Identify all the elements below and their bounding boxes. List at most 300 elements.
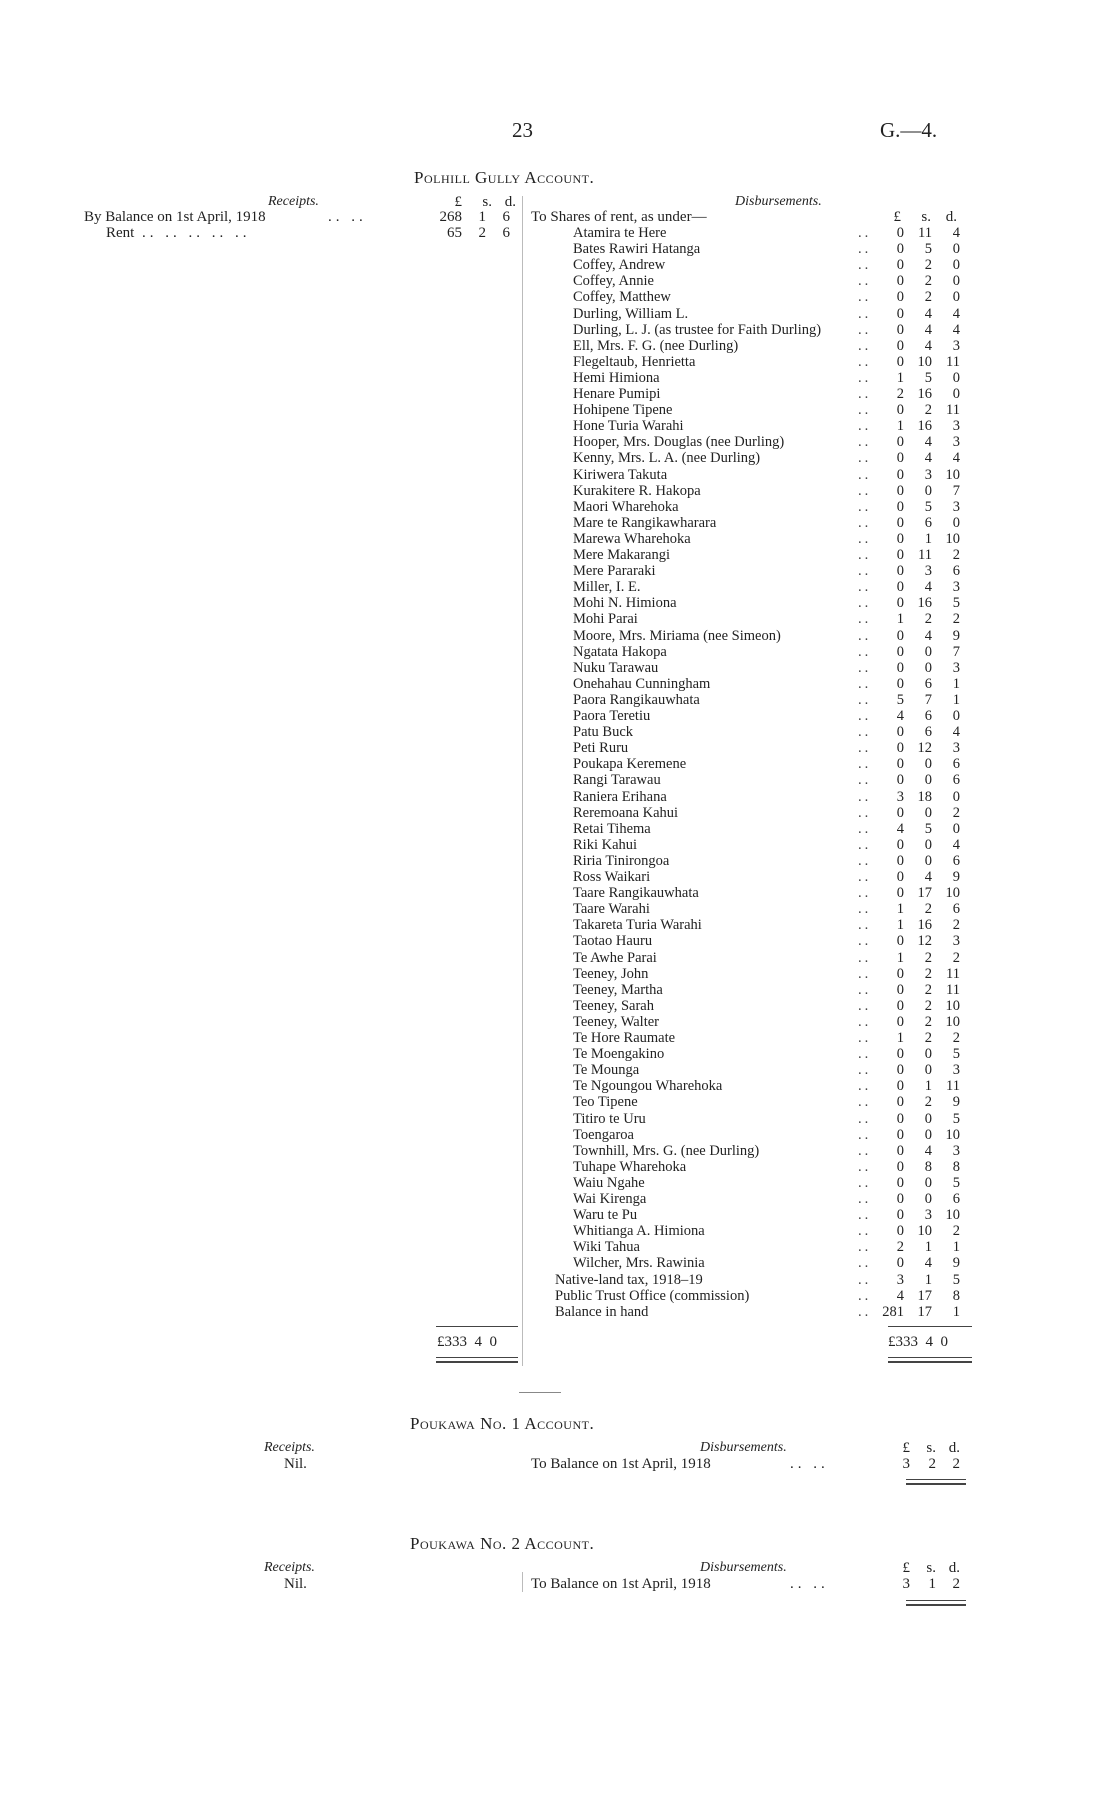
pence-value: 10 xyxy=(945,1207,960,1224)
pence-value: 2 xyxy=(952,804,960,821)
shillings-value: 2 xyxy=(924,949,932,966)
pounds-value: 0 xyxy=(896,450,904,467)
leader-dots: .. xyxy=(858,450,872,467)
disbursement-row xyxy=(573,1175,973,1191)
receipt-balance-dots: .. .. xyxy=(328,209,367,225)
pounds-value: 0 xyxy=(896,482,904,499)
disbursement-row xyxy=(573,354,973,370)
leader-dots: .. xyxy=(858,1303,872,1320)
disbursement-row xyxy=(573,547,973,563)
leader-dots: .. xyxy=(858,869,872,885)
pence-value: 3 xyxy=(952,579,960,596)
pence-value: 2 xyxy=(952,1223,960,1240)
leader-dots: .. xyxy=(858,675,872,692)
pence-value: 4 xyxy=(952,450,960,467)
disbursement-name: Mohi Parai xyxy=(573,611,638,628)
shillings-value: 2 xyxy=(924,1013,932,1030)
poukawa2-disbursements-label: Disbursements. xyxy=(700,1560,787,1575)
disbursement-row xyxy=(573,611,973,627)
disbursement-name: Native-land tax, 1918–19 xyxy=(555,1271,703,1288)
leader-dots: .. xyxy=(858,740,872,757)
shillings-value: 4 xyxy=(924,627,932,644)
shillings-value: 0 xyxy=(924,1046,932,1063)
leader-dots: .. xyxy=(858,1062,872,1079)
pounds-value: 0 xyxy=(896,225,904,241)
poukawa2-double-rule xyxy=(906,1600,966,1606)
disbursement-row xyxy=(573,724,973,740)
polhill-disbursements-label: Disbursements. xyxy=(735,194,822,209)
disbursement-row xyxy=(573,322,973,338)
shillings-value: 2 xyxy=(924,611,932,628)
receipt-balance-label: By Balance on 1st April, 1918 xyxy=(84,209,266,225)
disbursement-row xyxy=(573,805,973,821)
pounds-value: 0 xyxy=(896,241,904,258)
disbursement-row xyxy=(573,756,973,772)
leader-dots: .. xyxy=(858,1207,872,1224)
disbursement-row xyxy=(573,917,973,933)
disbursement-name: Waiu Ngahe xyxy=(573,1174,645,1191)
pence-value: 6 xyxy=(952,901,960,918)
disbursement-row xyxy=(573,579,973,595)
pounds-value: 0 xyxy=(896,981,904,998)
pence-value: 3 xyxy=(952,740,960,757)
shillings-value: 0 xyxy=(924,836,932,853)
pounds-value: 0 xyxy=(896,933,904,950)
disbursement-name: Te Hore Raumate xyxy=(573,1030,676,1046)
receipts-total: £333 4 0 xyxy=(437,1334,497,1350)
leader-dots: .. xyxy=(858,305,872,322)
pence-value: 11 xyxy=(946,981,960,998)
leader-dots: .. xyxy=(858,1030,872,1046)
receipt-rent-label: Rent xyxy=(106,225,135,241)
disbursement-name: Tuhape Wharehoka xyxy=(573,1158,687,1175)
pence-value: 11 xyxy=(946,1078,960,1095)
leader-dots: .. xyxy=(858,466,872,483)
shillings-value: 2 xyxy=(924,273,932,290)
disbursement-row xyxy=(573,418,973,434)
pounds-value: 0 xyxy=(896,1223,904,1240)
pence-value: 5 xyxy=(952,1046,960,1063)
shillings-header: s. xyxy=(482,194,492,210)
polhill-title: Polhill Gully Account. xyxy=(414,168,595,187)
disbursement-name: Durling, William L. xyxy=(573,305,689,322)
disbursement-name: Kurakitere R. Hakopa xyxy=(573,482,701,499)
pounds-value: 0 xyxy=(896,579,904,596)
disbursement-name: Ross Waikari xyxy=(573,869,651,885)
disbursement-row xyxy=(573,273,973,289)
pounds-value: 0 xyxy=(896,965,904,982)
pence-value: 3 xyxy=(952,498,960,515)
pence-value: 0 xyxy=(952,708,960,724)
disbursement-row xyxy=(573,708,973,724)
leader-dots: .. xyxy=(858,1255,872,1272)
shillings-value: 1 xyxy=(924,1239,932,1256)
leader-dots: .. xyxy=(858,820,872,837)
disbursement-name: Poukapa Keremene xyxy=(573,756,687,773)
polhill-receipts-label: Receipts. xyxy=(268,194,319,209)
pence-value: 4 xyxy=(952,225,960,241)
pence-value: 0 xyxy=(952,273,960,290)
disbursement-name: Hohipene Tipene xyxy=(573,402,673,419)
pounds-value: 3 xyxy=(896,1271,904,1288)
pounds-value: 0 xyxy=(896,1142,904,1159)
disbursement-name: Wilcher, Mrs. Rawinia xyxy=(573,1255,705,1272)
leader-dots: .. xyxy=(858,402,872,419)
pence-value: 6 xyxy=(952,772,960,789)
leader-dots: .. xyxy=(858,611,872,628)
shillings-value: 3 xyxy=(924,1207,932,1224)
disbursement-name: Whitianga A. Himiona xyxy=(573,1223,705,1240)
disbursement-name: Bates Rawiri Hatanga xyxy=(573,241,701,258)
leader-dots: .. xyxy=(858,1174,872,1191)
disbursement-name: Mohi N. Himiona xyxy=(573,595,677,612)
disbursement-row xyxy=(573,676,973,692)
leader-dots: .. xyxy=(858,353,872,370)
leader-dots: .. xyxy=(858,530,872,547)
leader-dots: .. xyxy=(858,595,872,612)
disbursements-total: £333 4 0 xyxy=(888,1334,948,1350)
receipts-subtotal-rule xyxy=(436,1326,518,1327)
document-reference: G.—4. xyxy=(880,118,938,142)
leader-dots: .. xyxy=(858,1142,872,1159)
pounds-value: 5 xyxy=(896,691,904,708)
disbursement-row xyxy=(573,885,973,901)
pence-value: 3 xyxy=(952,659,960,676)
pence-value: 2 xyxy=(952,611,960,628)
pence-header: d. xyxy=(504,194,516,210)
disbursement-name: Taotao Hauru xyxy=(573,933,653,950)
pence-value: 0 xyxy=(952,386,960,402)
disbursement-name: Teeney, Martha xyxy=(573,981,663,998)
leader-dots: .. xyxy=(858,1094,872,1111)
pence-value: 2 xyxy=(952,1030,960,1046)
poukawa1-currency-header: £ s. d. xyxy=(902,1440,960,1456)
disbursement-row xyxy=(573,241,973,257)
disbursement-row xyxy=(573,1191,973,1207)
pounds-value: 2 xyxy=(896,386,904,402)
shillings-value: 7 xyxy=(924,691,932,708)
pounds-value: 0 xyxy=(896,498,904,515)
pounds-value: 281 xyxy=(882,1303,904,1320)
disbursement-row xyxy=(573,1111,973,1127)
shillings-value: 4 xyxy=(924,450,932,467)
pounds-value: 0 xyxy=(896,434,904,451)
leader-dots: .. xyxy=(858,1078,872,1095)
shillings-value: 2 xyxy=(924,257,932,274)
pence-value: 11 xyxy=(946,402,960,419)
disbursement-name: Paora Rangikauwhata xyxy=(573,691,700,708)
leader-dots: .. xyxy=(858,1013,872,1030)
pence-value: 3 xyxy=(952,933,960,950)
pence-value: 1 xyxy=(952,1239,960,1256)
disbursement-row xyxy=(573,628,973,644)
disbursement-row xyxy=(573,869,973,885)
pence-value: 10 xyxy=(945,1013,960,1030)
disbursement-row xyxy=(573,692,973,708)
polhill-disb-currency-header: £ s. d. xyxy=(893,209,957,225)
shillings-value: 5 xyxy=(924,241,932,258)
disbursement-row xyxy=(573,1030,973,1046)
disbursement-row xyxy=(573,772,973,788)
disbursement-row xyxy=(573,1207,973,1223)
disbursement-name: Flegeltaub, Henrietta xyxy=(573,353,696,370)
pence-value: 3 xyxy=(952,1142,960,1159)
shillings-value: 6 xyxy=(924,724,932,741)
disbursement-name: Teeney, Sarah xyxy=(573,997,654,1014)
leader-dots: .. xyxy=(858,1239,872,1256)
pence-value: 0 xyxy=(952,788,960,805)
disbursement-row xyxy=(573,370,973,386)
shillings-value: 0 xyxy=(924,772,932,789)
shillings-value: 2 xyxy=(924,289,932,306)
shillings-value: 0 xyxy=(924,643,932,660)
poukawa1-entry: To Balance on 1st April, 1918 xyxy=(531,1456,711,1472)
disbursement-row xyxy=(573,338,973,354)
disbursement-row xyxy=(573,982,973,998)
disbursement-name: Coffey, Andrew xyxy=(573,257,666,274)
leader-dots: .. xyxy=(858,1223,872,1240)
poukawa2-currency-header: £ s. d. xyxy=(902,1560,960,1576)
disbursement-row xyxy=(573,515,973,531)
pence-value: 1 xyxy=(952,691,960,708)
pounds-value: 0 xyxy=(896,257,904,274)
poukawa1-double-rule xyxy=(906,1479,966,1485)
receipt-balance-amount: 268 1 6 xyxy=(439,209,510,225)
disbursement-row xyxy=(573,1094,973,1110)
shillings-value: 10 xyxy=(917,1223,932,1240)
pence-value: 1 xyxy=(952,1303,960,1320)
pence-value: 9 xyxy=(952,869,960,885)
pence-value: 5 xyxy=(952,1174,960,1191)
pence-value: 2 xyxy=(952,547,960,563)
shillings-value: 6 xyxy=(924,675,932,692)
receipt-rent-dots: .. .. .. .. .. xyxy=(142,225,251,241)
pence-value: 8 xyxy=(952,1158,960,1175)
disbursement-row xyxy=(573,933,973,949)
disbursement-row xyxy=(573,998,973,1014)
receipts-total-double-rule xyxy=(436,1357,518,1363)
pounds-value: 0 xyxy=(896,675,904,692)
disbursement-row xyxy=(573,1046,973,1062)
pence-value: 9 xyxy=(952,1255,960,1272)
pence-value: 0 xyxy=(952,257,960,274)
shillings-value: 0 xyxy=(924,482,932,499)
pence-value: 5 xyxy=(952,595,960,612)
shillings-value: 0 xyxy=(924,659,932,676)
disbursement-row xyxy=(573,789,973,805)
disbursement-name: Mere Makarangi xyxy=(573,547,671,563)
shillings-value: 5 xyxy=(924,820,932,837)
poukawa1-receipts-label: Receipts. xyxy=(264,1440,315,1455)
disbursement-row xyxy=(573,740,973,756)
pence-value: 4 xyxy=(952,321,960,338)
pence-value: 3 xyxy=(952,337,960,354)
leader-dots: .. xyxy=(858,369,872,386)
pence-value: 10 xyxy=(945,466,960,483)
leader-dots: .. xyxy=(858,337,872,354)
disbursement-row xyxy=(573,1159,973,1175)
leader-dots: .. xyxy=(858,418,872,435)
pence-value: 0 xyxy=(952,369,960,386)
leader-dots: .. xyxy=(858,772,872,789)
leader-dots: .. xyxy=(858,965,872,982)
disbursement-name: Townhill, Mrs. G. (nee Durling) xyxy=(573,1142,760,1159)
poukawa1-receipts-value: Nil. xyxy=(284,1456,307,1472)
pence-value: 6 xyxy=(952,756,960,773)
pounds-value: 0 xyxy=(896,337,904,354)
pence-value: 5 xyxy=(952,1271,960,1288)
shillings-value: 1 xyxy=(924,530,932,547)
disbursement-name: Teeney, John xyxy=(573,965,649,982)
pence-value: 9 xyxy=(952,1094,960,1111)
shillings-value: 4 xyxy=(924,337,932,354)
pounds-value: 0 xyxy=(896,836,904,853)
disbursement-row xyxy=(573,467,973,483)
disbursement-name: Coffey, Annie xyxy=(573,273,654,290)
shillings-value: 4 xyxy=(924,321,932,338)
shillings-value: 4 xyxy=(924,305,932,322)
leader-dots: .. xyxy=(858,627,872,644)
pence-value: 2 xyxy=(952,917,960,934)
disbursement-name: Wai Kirenga xyxy=(573,1191,647,1207)
leader-dots: .. xyxy=(858,756,872,773)
pence-value: 3 xyxy=(952,434,960,451)
pounds-header: £ xyxy=(454,194,462,210)
pence-value: 3 xyxy=(952,418,960,435)
shillings-value: 0 xyxy=(924,804,932,821)
shillings-value: 4 xyxy=(924,1255,932,1272)
disbursement-name: Kenny, Mrs. L. A. (nee Durling) xyxy=(573,450,761,467)
disbursement-row xyxy=(573,450,973,466)
pounds-value: 1 xyxy=(896,611,904,628)
pounds-value: 0 xyxy=(896,547,904,563)
leader-dots: .. xyxy=(858,933,872,950)
pounds-value: 0 xyxy=(896,273,904,290)
pence-value: 4 xyxy=(952,724,960,741)
disbursement-name: Hemi Himiona xyxy=(573,369,660,386)
shillings-value: 16 xyxy=(917,418,932,435)
leader-dots: .. xyxy=(858,547,872,563)
disbursement-row xyxy=(573,901,973,917)
poukawa1-title: Poukawa No. 1 Account. xyxy=(410,1414,595,1433)
disbursement-name: Miller, I. E. xyxy=(573,579,641,596)
disbursement-name: Reremoana Kahui xyxy=(573,804,679,821)
shillings-value: 2 xyxy=(924,1094,932,1111)
pounds-value: 0 xyxy=(896,466,904,483)
pence-value: 5 xyxy=(952,1110,960,1127)
disbursement-row xyxy=(555,1287,960,1304)
leader-dots: .. xyxy=(858,1158,872,1175)
shillings-value: 4 xyxy=(924,579,932,596)
shillings-value: 0 xyxy=(924,756,932,773)
leader-dots: .. xyxy=(858,563,872,580)
pence-value: 0 xyxy=(952,241,960,258)
section-separator xyxy=(519,1392,561,1393)
leader-dots: .. xyxy=(858,1191,872,1207)
disbursement-name: Wiki Tahua xyxy=(573,1239,640,1256)
pounds-value: 0 xyxy=(896,869,904,885)
disbursement-row xyxy=(573,531,973,547)
disbursement-row xyxy=(573,821,973,837)
disbursements-subtotal-rule xyxy=(888,1326,972,1327)
disbursement-row xyxy=(573,289,973,305)
pounds-value: 0 xyxy=(896,305,904,322)
shillings-value: 2 xyxy=(924,402,932,419)
leader-dots: .. xyxy=(858,225,872,241)
shillings-value: 0 xyxy=(924,1062,932,1079)
pence-value: 10 xyxy=(945,997,960,1014)
pence-value: 0 xyxy=(952,820,960,837)
leader-dots: .. xyxy=(858,289,872,306)
poukawa1-disbursements-label: Disbursements. xyxy=(700,1440,787,1455)
shillings-value: 0 xyxy=(924,1110,932,1127)
disbursement-name: Taare Warahi xyxy=(573,901,650,918)
disbursement-row xyxy=(573,966,973,982)
leader-dots: .. xyxy=(858,643,872,660)
pounds-value: 0 xyxy=(896,514,904,531)
leader-dots: .. xyxy=(858,1046,872,1063)
leader-dots: .. xyxy=(858,724,872,741)
shillings-value: 12 xyxy=(917,933,932,950)
shillings-value: 4 xyxy=(924,1142,932,1159)
pounds-value: 1 xyxy=(896,418,904,435)
leader-dots: .. xyxy=(858,836,872,853)
pounds-value: 1 xyxy=(896,369,904,386)
disbursement-row xyxy=(573,595,973,611)
shillings-value: 11 xyxy=(918,225,932,241)
disbursement-name: Durling, L. J. (as trustee for Faith Durling) xyxy=(573,321,822,338)
pounds-value: 0 xyxy=(896,885,904,902)
disbursement-row xyxy=(573,257,973,273)
disbursement-row xyxy=(573,386,973,402)
disbursement-name: Peti Ruru xyxy=(573,740,629,757)
shillings-value: 5 xyxy=(924,498,932,515)
pence-value: 7 xyxy=(952,643,960,660)
poukawa2-amount: 3 1 2 xyxy=(902,1576,960,1592)
pounds-value: 0 xyxy=(896,1255,904,1272)
shillings-value: 16 xyxy=(917,386,932,402)
pounds-value: 0 xyxy=(896,1046,904,1063)
leader-dots: .. xyxy=(858,482,872,499)
shillings-value: 2 xyxy=(924,901,932,918)
pence-value: 10 xyxy=(945,885,960,902)
receipt-rent-amount: 65 2 6 xyxy=(447,225,510,241)
disbursement-row xyxy=(573,1143,973,1159)
shillings-value: 2 xyxy=(924,965,932,982)
disbursement-name: Ell, Mrs. F. G. (nee Durling) xyxy=(573,337,739,354)
disbursement-name: Patu Buck xyxy=(573,724,634,741)
shillings-value: 17 xyxy=(917,1287,932,1304)
leader-dots: .. xyxy=(858,901,872,918)
pounds-value: 2 xyxy=(896,1239,904,1256)
leader-dots: .. xyxy=(858,691,872,708)
disbursement-row xyxy=(573,402,973,418)
disbursement-name: Teeney, Walter xyxy=(573,1013,659,1030)
disbursement-row xyxy=(573,1062,973,1078)
disbursement-name: Mare te Rangikawharara xyxy=(573,514,717,531)
shillings-value: 3 xyxy=(924,563,932,580)
disbursement-row xyxy=(573,1223,973,1239)
disbursement-name: Moore, Mrs. Miriama (nee Simeon) xyxy=(573,627,781,644)
leader-dots: .. xyxy=(858,1126,872,1143)
pounds-value: 0 xyxy=(896,724,904,741)
shillings-value: 6 xyxy=(924,708,932,724)
pence-value: 10 xyxy=(945,1126,960,1143)
shillings-value: 17 xyxy=(917,885,932,902)
pence-value: 11 xyxy=(946,965,960,982)
pence-value: 11 xyxy=(946,353,960,370)
poukawa2-receipts-label: Receipts. xyxy=(264,1560,315,1575)
